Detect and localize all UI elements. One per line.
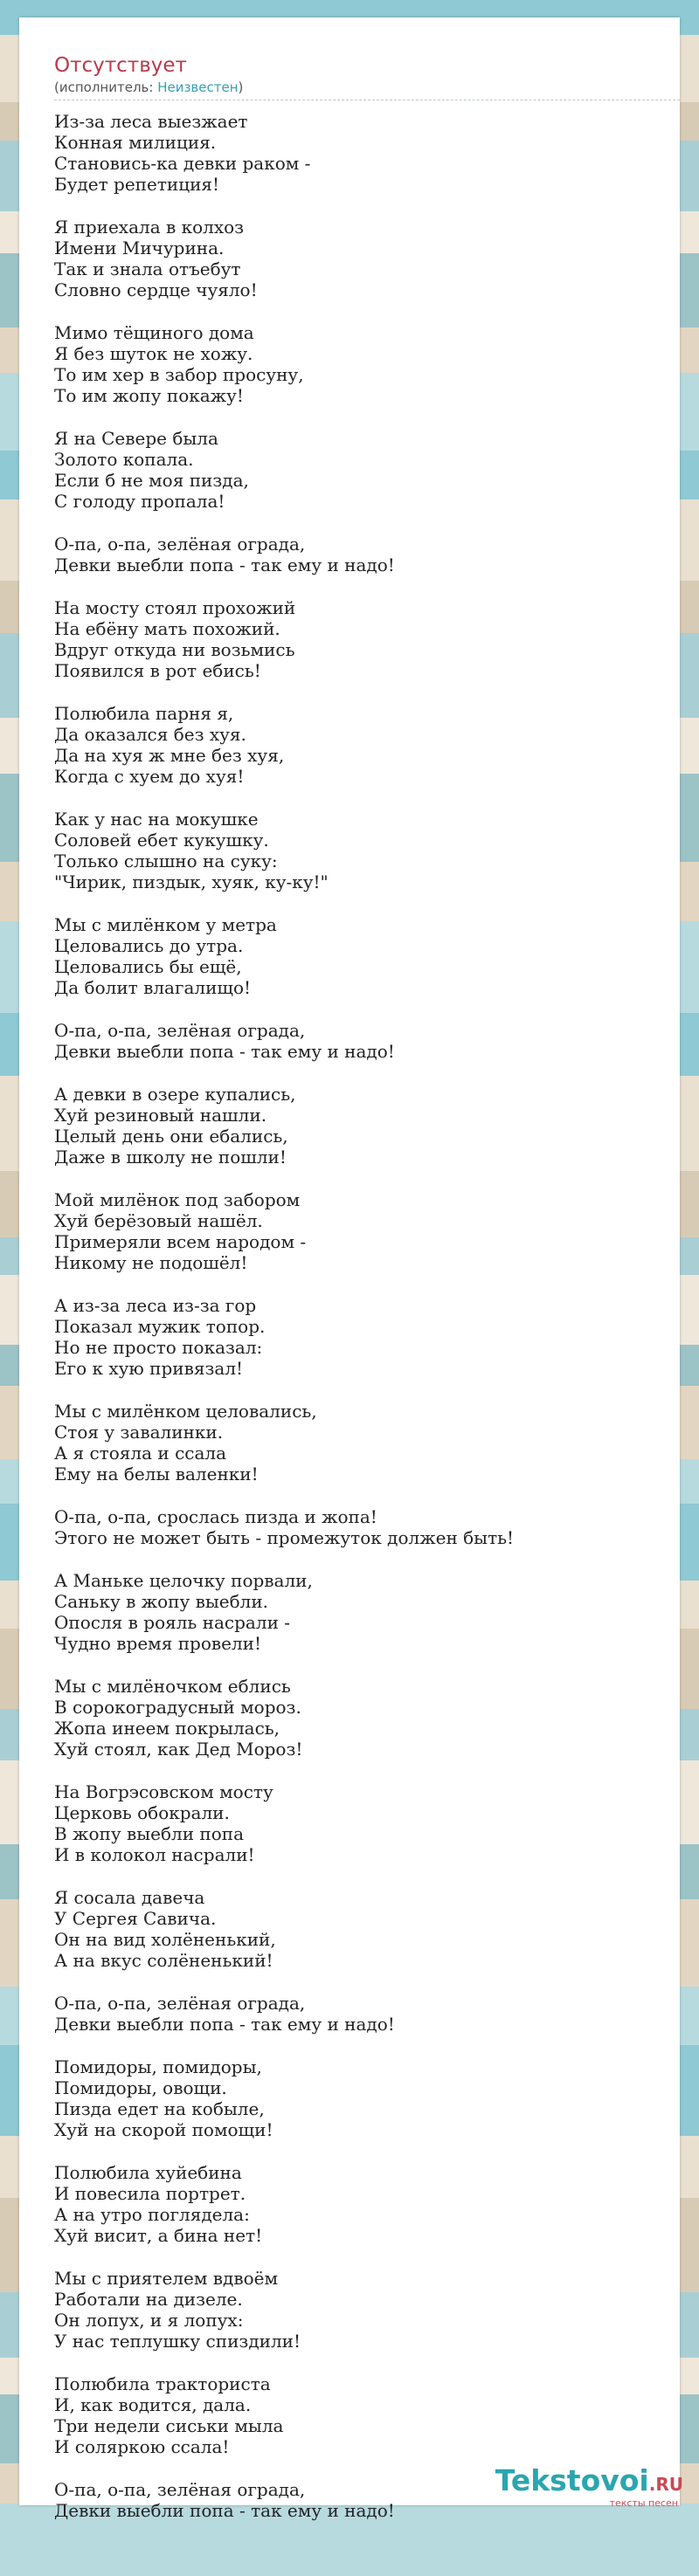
lyric-line: Когда с хуем до хуя! — [54, 766, 245, 787]
lyric-line: О-па, о-па, зелёная ограда, — [54, 1020, 306, 1041]
stanza — [54, 217, 662, 300]
lyric-line: Хуй стоял, как Дед Мороз! — [54, 1739, 303, 1760]
lyric-line: Показал мужик топор. — [54, 1316, 266, 1337]
lyric-line: У Сергея Савича. — [54, 1908, 217, 1929]
lyric-line: На ебёну мать похожий. — [54, 618, 280, 639]
lyric-line: На Вогрэсовском мосту — [54, 1781, 273, 1802]
lyric-line: Даже в школу не пошли! — [54, 1147, 287, 1167]
lyric-line: Будет репетиция! — [54, 174, 220, 195]
lyric-line: Целовались бы ещё, — [54, 956, 242, 977]
lyric-line: Я без шуток не хожу. — [54, 343, 253, 364]
lyric-line: А на вкус солёненький! — [54, 1950, 273, 1971]
lyric-line: Хуй висит, а бина нет! — [54, 2225, 263, 2246]
artist-prefix: (исполнитель: — [54, 79, 158, 95]
stanza — [54, 1295, 662, 1379]
lyric-line: Чудно время провели! — [54, 1633, 262, 1654]
lyric-line: Мимо тёщиного дома — [54, 322, 254, 343]
lyric-line: Из-за леса выезжает — [54, 111, 248, 132]
lyric-line: Опосля в рояль насрали - — [54, 1612, 291, 1633]
lyric-line: То им жопу покажу! — [54, 385, 244, 406]
stanza — [54, 2373, 662, 2457]
lyric-line: О-па, о-па, срослась пизда и жопа! — [54, 1506, 377, 1527]
lyric-line: Хуй на скорой помощи! — [54, 2119, 273, 2140]
stanza — [54, 703, 662, 787]
lyric-line: Полюбила тракториста — [54, 2373, 271, 2394]
lyric-line: А на утро поглядела: — [54, 2204, 250, 2225]
lyric-line: Мы с приятелем вдвоём — [54, 2268, 279, 2289]
lyric-line: Только слышно на суку: — [54, 851, 278, 871]
stanza — [54, 809, 662, 892]
stanza — [54, 914, 662, 998]
stanza — [54, 1570, 662, 1654]
lyric-line: Имени Мичурина. — [54, 238, 225, 258]
stanza — [54, 428, 662, 512]
artist-suffix: ) — [238, 79, 244, 95]
lyric-line: Этого не может быть - промежуток должен быть! — [54, 1527, 515, 1548]
lyric-line: Девки выебли попа - так ему и надо! — [54, 2014, 395, 2035]
lyric-line: Три недели сиськи мыла — [54, 2415, 284, 2436]
lyric-line: У нас теплушку спиздили! — [54, 2331, 301, 2352]
lyric-line: Пизда едет на кобыле, — [54, 2098, 265, 2119]
lyric-line: А я стояла и ссала — [54, 1443, 227, 1464]
lyric-line: И соляркою ссала! — [54, 2436, 230, 2457]
lyric-line: И в колокол насрали! — [54, 1844, 255, 1865]
stanza — [54, 2056, 662, 2140]
lyric-line: На мосту стоял прохожий — [54, 597, 296, 618]
stanza — [54, 2268, 662, 2352]
lyric-line: Хуй берёзовый нашёл. — [54, 1210, 263, 1231]
lyric-line: И повесила портрет. — [54, 2183, 246, 2204]
lyric-line: И, как водится, дала. — [54, 2394, 252, 2415]
site-logo[interactable] — [495, 2463, 683, 2509]
lyric-line: Так и знала отъебут — [54, 258, 241, 279]
logo-tld: .RU — [648, 2474, 683, 2495]
stanza — [54, 1401, 662, 1484]
logo-text: Tekstovoi — [495, 2463, 649, 2497]
lyric-line: Мы с милёнком целовались, — [54, 1401, 317, 1422]
stanza — [54, 1506, 662, 1548]
lyric-line: Я приехала в колхоз — [54, 217, 245, 238]
lyric-line: В сорокоградусный мороз. — [54, 1697, 301, 1718]
page-title: Отсутствует — [54, 54, 187, 77]
lyric-line: Он лопух, и я лопух: — [54, 2310, 244, 2331]
lyric-line: Мой милёнок под забором — [54, 1189, 301, 1210]
stanza — [54, 1084, 662, 1167]
lyric-line: А из-за леса из-за гор — [54, 1295, 257, 1316]
lyric-line: Становись-ка девки раком - — [54, 153, 311, 174]
lyric-line: Да оказался без хуя. — [54, 724, 246, 745]
lyric-line: В жопу выебли попа — [54, 1823, 245, 1844]
stanza — [54, 322, 662, 406]
lyric-line: То им хер в забор просуну, — [54, 364, 304, 385]
lyric-line: Помидоры, помидоры, — [54, 2056, 262, 2077]
lyric-line: Ему на белы валенки! — [54, 1464, 259, 1484]
lyrics-body — [54, 111, 662, 2521]
lyric-line: Как у нас на мокушке — [54, 809, 259, 830]
stanza — [54, 534, 662, 575]
lyric-line: Девки выебли попа - так ему и надо! — [54, 554, 395, 575]
lyric-line: Я сосала давеча — [54, 1887, 205, 1908]
stanza — [54, 1020, 662, 1062]
lyric-line: О-па, о-па, зелёная ограда, — [54, 1993, 306, 2014]
lyric-line: Соловей ебет кукушку. — [54, 830, 269, 851]
lyric-line: Стоя у завалинки. — [54, 1422, 224, 1443]
lyric-line: Вдруг откуда ни возьмись — [54, 639, 295, 660]
stanza — [54, 1993, 662, 2035]
lyric-line: Появился в рот ебись! — [54, 660, 261, 681]
lyric-line: А Маньке целочку порвали, — [54, 1570, 313, 1591]
lyric-line: Саньку в жопу выебли. — [54, 1591, 269, 1612]
lyric-line: Жопа инеем покрылась, — [54, 1718, 280, 1739]
stanza — [54, 1887, 662, 1971]
stanza — [54, 1676, 662, 1760]
lyric-line: Целовались до утра. — [54, 935, 244, 956]
stanza — [54, 597, 662, 681]
lyric-line: О-па, о-па, зелёная ограда, — [54, 534, 306, 554]
lyric-line: Никому не подошёл! — [54, 1252, 248, 1273]
lyric-line: Мы с милёночком еблись — [54, 1676, 291, 1697]
lyric-line: Девки выебли попа - так ему и надо! — [54, 2500, 395, 2521]
lyric-line: Он на вид холёненький, — [54, 1929, 276, 1950]
lyric-line: Но не просто показал: — [54, 1337, 263, 1358]
lyric-line: Полюбила хуйебина — [54, 2162, 242, 2183]
lyrics-card — [19, 17, 680, 2521]
stanza — [54, 1781, 662, 1865]
lyric-line: "Чирик, пиздык, хуяк, ку-ку!" — [54, 871, 329, 892]
lyric-line: Мы с милёнком у метра — [54, 914, 277, 935]
lyric-line: А девки в озере купались, — [54, 1084, 296, 1105]
artist-link[interactable]: Неизвестен — [157, 79, 239, 95]
lyric-line: О-па, о-па, зелёная ограда, — [54, 2479, 306, 2500]
lyric-line: С голоду пропала! — [54, 491, 225, 512]
logo-tagline: тексты песен — [609, 2497, 678, 2509]
stanza — [54, 2162, 662, 2246]
lyric-line: Его к хую привязал! — [54, 1358, 244, 1379]
lyric-line: Да болит влагалищо! — [54, 977, 252, 998]
lyric-line: Помидоры, овощи. — [54, 2077, 227, 2098]
lyric-line: Полюбила парня я, — [54, 703, 234, 724]
lyric-line: Девки выебли попа - так ему и надо! — [54, 1041, 395, 1062]
artist-line — [54, 79, 680, 100]
lyric-line: Золото копала. — [54, 449, 194, 470]
lyric-line: Целый день они ебались, — [54, 1126, 288, 1147]
lyric-line: Конная милиция. — [54, 132, 217, 153]
stanza — [54, 1189, 662, 1273]
lyric-line: Работали на дизеле. — [54, 2289, 243, 2310]
lyric-line: Да на хуя ж мне без хуя, — [54, 745, 285, 766]
lyric-line: Если б не моя пизда, — [54, 470, 249, 491]
lyric-line: Примеряли всем народом - — [54, 1231, 307, 1252]
lyric-line: Я на Севере была — [54, 428, 218, 449]
lyric-line: Церковь обокрали. — [54, 1802, 230, 1823]
lyric-line: Хуй резиновый нашли. — [54, 1105, 267, 1126]
lyric-line: Словно сердце чуяло! — [54, 279, 258, 300]
stanza — [54, 111, 662, 195]
